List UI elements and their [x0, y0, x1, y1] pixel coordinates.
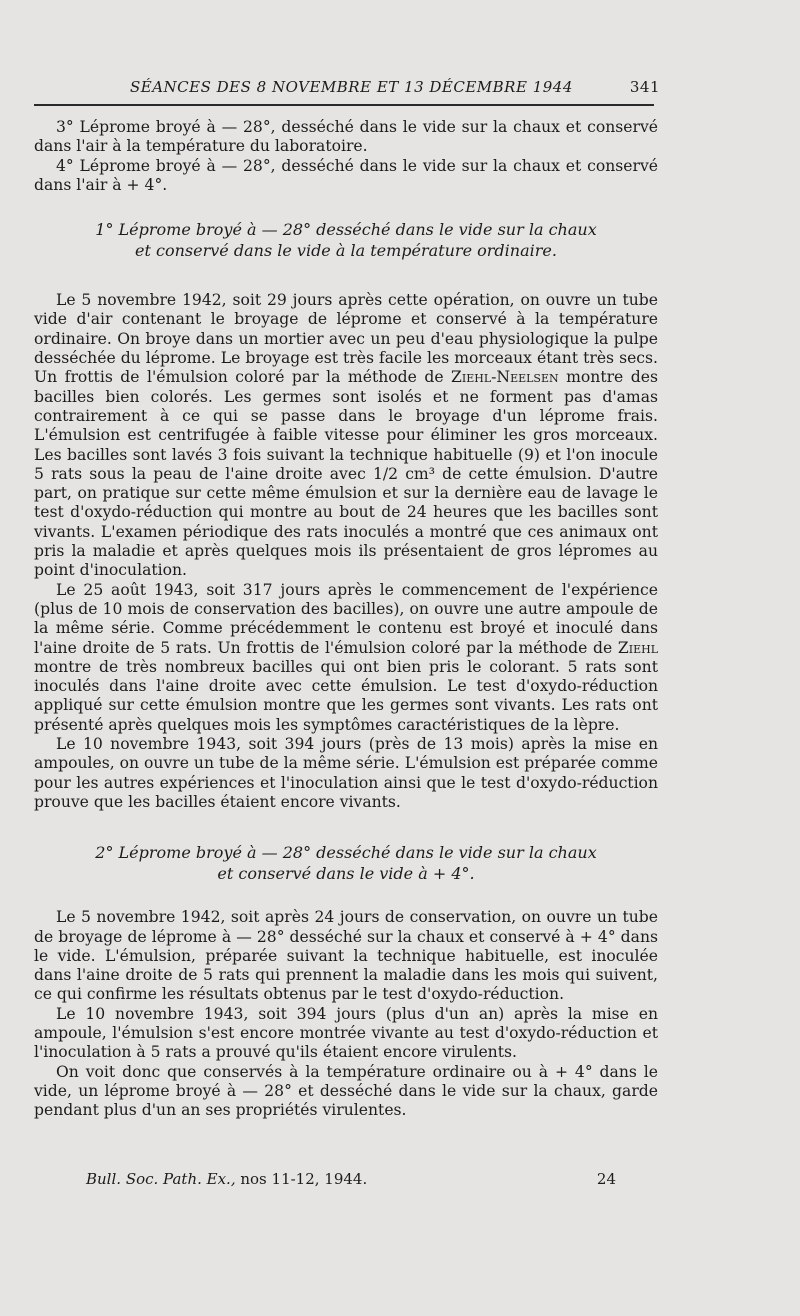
author-name: Ziehl-Neelsen [451, 368, 559, 387]
body-text [34, 118, 658, 1120]
paragraph-text: Le 5 novembre 1942, soit 29 jours après cette opération, on ouvre un tube vide d'air contenant le broyage de léprome et conservé à la température ordinaire. On broye dans un mortier avec un peu d'eau physiologique la pulpe desséchée du léprome. Le broyage est très facile les morceaux étant très secs. Un frottis de l'émulsion coloré par la méthode de [34, 291, 658, 387]
paragraph-text: montre de très nombreux bacilles qui ont bien pris le colorant. 5 rats sont inoculés dans l'aine droite avec cette émulsion. Le test d'oxydo-réduction appliqué sur cette émulsion montre que les germes sont vivants. Les rats ont présenté après quelques mois les symptômes caractéristiques de la lèpre. [34, 657, 658, 734]
section-2-paragraph-1: Le 5 novembre 1942, soit après 24 jours de conservation, on ouvre un tube de broyage de léprome à — 28° desséché sur la chaux et conservé à + 4° dans le vide. L'émulsion, préparée suivant la technique habituelle, est inoculée dans l'aine droite de 5 rats qui prennent la maladie dans les mois qui suivent, ce qui confirme les résultats obtenus par le test d'oxydo-réduction. [34, 908, 658, 1004]
section-1-heading-line-2: et conservé dans le vide à la température ordinaire. [135, 241, 557, 261]
section-2-paragraph-3: On voit donc que conservés à la température ordinaire ou à + 4° dans le vide, un léprome broyé à — 28° et desséché dans le vide sur la chaux, garde pendant plus d'un an ses propriétés virulentes. [34, 1062, 658, 1120]
signature-mark: 24 [596, 1170, 616, 1188]
list-item-3: 3° Léprome broyé à — 28°, desséché dans le vide sur la chaux et conservé dans l'air à la température du laboratoire. [34, 118, 658, 156]
paragraph-text: Le 25 août 1943, soit 317 jours après le commencement de l'expérience (plus de 10 mois de conservation des bacilles), on ouvre une autre ampoule de la même série. Comme précédemment le contenu est broyé et inoculé dans l'aine droite de 5 rats. Un frottis de l'émulsion coloré par la méthode de [34, 580, 658, 657]
author-name: Ziehl [617, 638, 658, 657]
journal-issue: nos 11-12, 1944. [235, 1170, 368, 1188]
running-title: SÉANCES DES 8 NOVEMBRE ET 13 DÉCEMBRE 1944 [130, 78, 573, 96]
section-2-heading-line-1: 2° Léprome broyé à — 28° desséché dans le vide sur la chaux [95, 843, 597, 863]
page-number: 341 [629, 78, 660, 96]
page-footer [86, 1170, 616, 1188]
section-2-heading-line-2: et conservé dans le vide à + 4°. [217, 864, 475, 884]
section-1-paragraph-1 [34, 291, 658, 580]
journal-citation: Bull. Soc. Path. Ex., [86, 1170, 236, 1188]
header-rule [34, 104, 654, 106]
section-2-paragraph-2: Le 10 novembre 1943, soit 394 jours (plus d'un an) après la mise en ampoule, l'émulsion s'est encore montrée vivante au test d'oxydo-réduction et l'inoculation à 5 rats a prouvé qu'ils étaient encore virulents. [34, 1004, 658, 1062]
section-1-paragraph-3: Le 10 novembre 1943, soit 394 jours (près de 13 mois) après la mise en ampoules, on ouvre un tube de la même série. L'émulsion est préparée comme pour les autres expériences et l'inoculation ainsi que le test d'oxydo-réduction prouve que les bacilles étaient encore vivants. [34, 735, 658, 811]
section-1-paragraph-2 [34, 581, 658, 735]
list-item-4: 4° Léprome broyé à — 28°, desséché dans le vide sur la chaux et conservé dans l'air à + 4°. [34, 156, 658, 194]
section-1-heading-line-1: 1° Léprome broyé à — 28° desséché dans le vide sur la chaux [95, 220, 597, 240]
paragraph-text: montre des bacilles bien colorés. Les germes sont isolés et ne forment pas d'amas contrairement à ce qui se passe dans le broyage d'un léprome frais. L'émulsion est centrifugée à faible vitesse pour éliminer les gros morceaux. Les bacilles sont lavés 3 fois suivant la technique habituelle (9) et l'on inocule 5 rats sous la peau de l'aine droite avec 1/2 cm³ de cette émulsion. D'autre part, on pratique sur cette même émulsion et sur la dernière eau de lavage le test d'oxydo-réduction qui montre au bout de 24 heures que les bacilles sont vivants. L'examen périodique des rats inoculés a montré que ces animaux ont pris la maladie et après quelques mois ils présentaient de gros lépromes au point d'inoculation. [34, 368, 658, 580]
